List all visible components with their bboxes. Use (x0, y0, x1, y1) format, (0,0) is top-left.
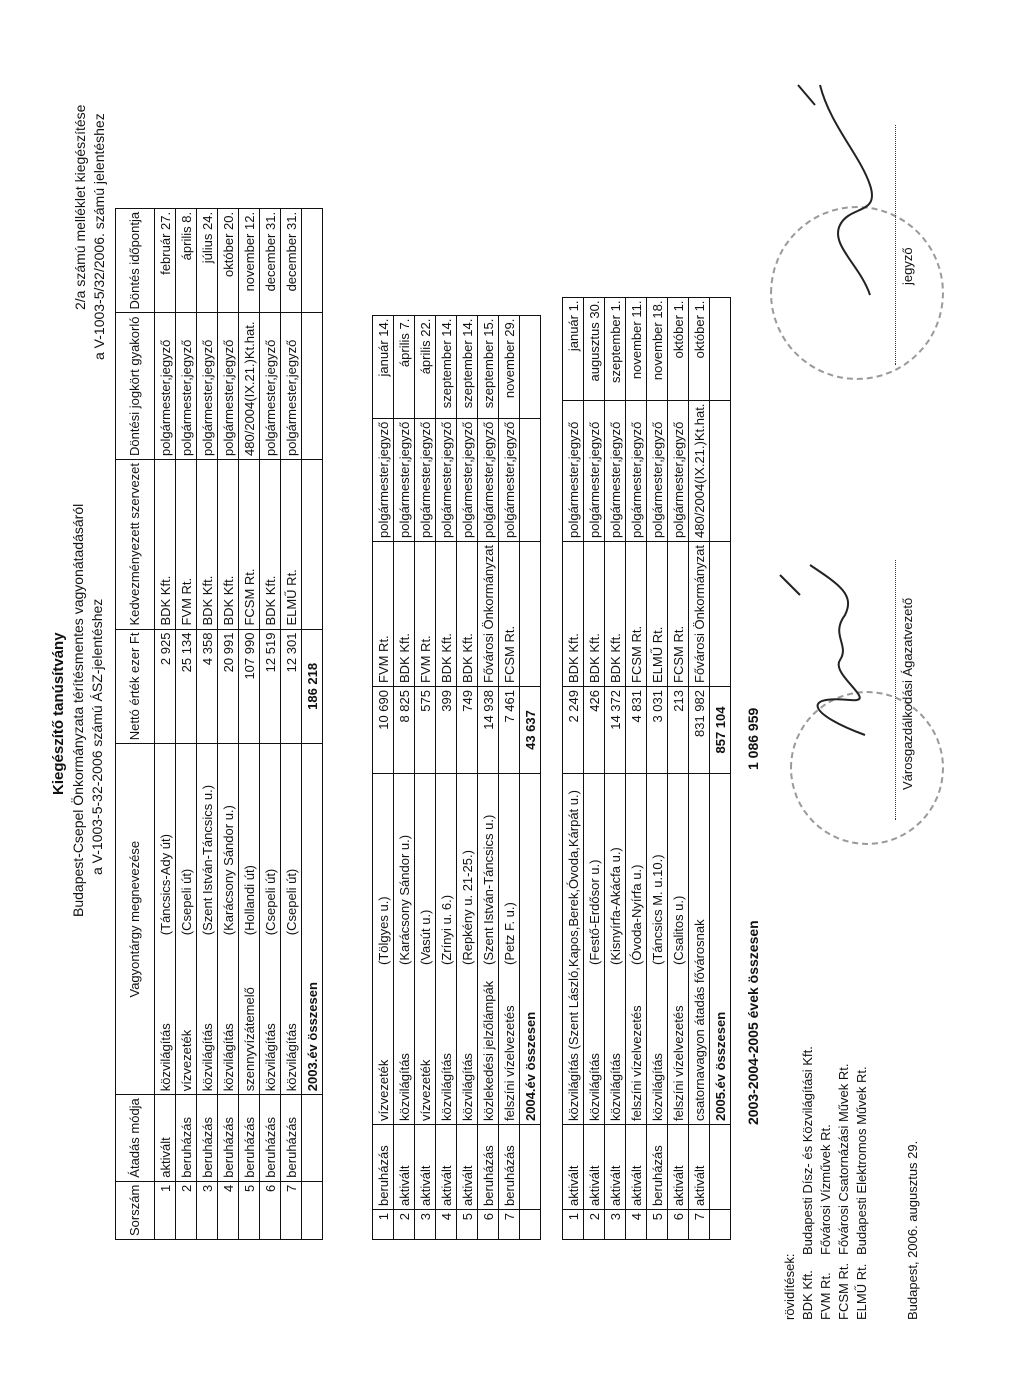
row-legal: 480/2004(IX.21.)Kt.hat. (239, 313, 260, 459)
table-row (218, 208, 239, 1239)
row-org: FCSM Rt. (668, 542, 689, 687)
col-header-legal: Döntési jogkört gyakorló (116, 313, 155, 459)
signature-right-image (790, 75, 900, 305)
table-row (478, 315, 499, 1239)
row-value: 426 (584, 687, 605, 774)
row-legal: polgármester,jegyző (584, 400, 605, 541)
row-legal: polgármester,jegyző (394, 418, 415, 541)
signature-caption-left: Városgazdálkodási Ágazatvezető (900, 597, 915, 790)
row-value: 3 031 (647, 687, 668, 774)
row-org: BDK Kft. (260, 459, 281, 629)
row-org: Fővárosi Önkormányzat (478, 542, 499, 687)
row-mode: aktivált (436, 1125, 457, 1210)
row-date: április 7. (394, 315, 415, 418)
annex-reference-line-2: a V-1003-5/32/2006. számú jelentéshez (91, 113, 107, 360)
row-asset-type: közvilágítás (218, 938, 239, 1095)
col-header-asset: Vagyontárgy megnevezése (116, 744, 155, 1095)
row-value: 8 825 (394, 687, 415, 774)
row-asset-type: közvilágítás (394, 968, 415, 1125)
row-org: BDK Kft. (155, 459, 176, 629)
row-asset-type: közvilágítás (197, 938, 218, 1095)
row-legal: polgármester,jegyző (605, 400, 626, 541)
signature-caption-right: jegyző (900, 247, 915, 285)
row-value: 25 134 (176, 629, 197, 744)
row-legal: polgármester,jegyző (626, 400, 647, 541)
table-row (239, 208, 260, 1239)
row-asset-name: (Festő-Erdősor u.) (584, 774, 605, 969)
row-value: 14 938 (478, 687, 499, 774)
abbreviation-code: BDK Kft. (800, 1270, 815, 1320)
place-and-date: Budapest, 2006. augusztus 29. (905, 1140, 920, 1320)
section-total-value: 43 637 (520, 687, 541, 774)
row-date: április 22. (415, 315, 436, 418)
row-asset-type: közvilágítás (457, 968, 478, 1125)
row-legal: polgármester,jegyző (176, 313, 197, 459)
row-value: 12 519 (260, 629, 281, 744)
row-date: október 1. (689, 297, 710, 400)
row-legal: polgármester,jegyző (647, 400, 668, 541)
row-org: FCSM Rt. (239, 459, 260, 629)
table-row (668, 297, 689, 1239)
row-org: FVM Rt. (373, 542, 394, 687)
section-total-value: 857 104 (710, 687, 731, 774)
row-no: 1 (155, 1181, 176, 1239)
table-row (626, 297, 647, 1239)
section-total-row (710, 297, 731, 1239)
row-asset-name: (Hollandi út) (239, 744, 260, 939)
document-title: Kiegészítő tanúsítvány (50, 632, 67, 795)
section-total-row (520, 315, 541, 1239)
row-asset-type: közvilágítás (436, 968, 457, 1125)
row-date: december 31. (281, 208, 302, 313)
signature-line-left (895, 560, 896, 820)
row-mode: beruházás (647, 1125, 668, 1210)
row-asset-name: (Karácsony Sándor u.) (394, 774, 415, 969)
row-asset-type: közvilágítás (605, 968, 626, 1125)
row-no: 4 (218, 1181, 239, 1239)
row-asset-name: (Karácsony Sándor u.) (218, 744, 239, 939)
table-row (281, 208, 302, 1239)
row-no: 4 (436, 1210, 457, 1240)
table-2003 (115, 208, 323, 1240)
row-asset-type: közvilágítás (647, 968, 668, 1125)
row-no: 1 (373, 1210, 394, 1240)
row-asset-name: (Petz F. u.) (499, 774, 520, 969)
row-date: december 31. (260, 208, 281, 313)
row-date: január 14. (373, 315, 394, 418)
row-no: 7 (499, 1210, 520, 1240)
col-header-org: Kedvezményezett szervezet (116, 459, 155, 629)
row-mode: aktivált (415, 1125, 436, 1210)
row-value: 4 358 (197, 629, 218, 744)
row-org: FCSM Rt. (499, 542, 520, 687)
section-total-label: 2005.év összesen (710, 774, 731, 1125)
row-value: 575 (415, 687, 436, 774)
row-legal: polgármester,jegyző (436, 418, 457, 541)
abbreviations-heading: rövidítések: (782, 1253, 797, 1320)
row-mode: beruházás (260, 1095, 281, 1182)
row-legal: polgármester,jegyző (373, 418, 394, 541)
row-asset-name: (Táncsics-Ady út) (155, 744, 176, 939)
signature-line-right (895, 125, 896, 365)
row-legal: polgármester,jegyző (218, 313, 239, 459)
row-asset-type: felszíni vízelvezetés (626, 968, 647, 1125)
table-row (436, 315, 457, 1239)
document-subtitle-1: Budapest-Csepel Önkormányzata térítésmentes vagyonátadásáról (70, 503, 86, 917)
table-row (176, 208, 197, 1239)
row-org: FVM Rt. (415, 542, 436, 687)
row-org: BDK Kft. (197, 459, 218, 629)
table-row (373, 315, 394, 1239)
row-no: 3 (415, 1210, 436, 1240)
row-legal: 480/2004(IX.21.)Kt.hat. (689, 400, 710, 541)
row-mode: aktivált (605, 1125, 626, 1210)
row-asset-name: (Zrínyi u. 6.) (436, 774, 457, 969)
row-org: BDK Kft. (394, 542, 415, 687)
row-org: BDK Kft. (457, 542, 478, 687)
row-date: szeptember 14. (436, 315, 457, 418)
row-asset-name: (Szent István-Táncsics u.) (478, 774, 499, 969)
table-row (647, 297, 668, 1239)
row-no: 7 (689, 1210, 710, 1240)
table-row (155, 208, 176, 1239)
row-date: október 20. (218, 208, 239, 313)
row-no: 6 (260, 1181, 281, 1239)
row-asset-name: (Csepeli út) (176, 744, 197, 939)
row-asset-type: közvilágítás (Szent László,Kapos,Berek,Óvoda,Kárpát u.) (563, 774, 584, 1125)
annex-reference-line-1: 2/a számú melléklet kiegészítése (72, 104, 88, 310)
row-date: augusztus 30. (584, 297, 605, 400)
row-date: november 29. (499, 315, 520, 418)
table-body (563, 297, 731, 1239)
section-total-label: 2004.év összesen (520, 774, 541, 1125)
table-row (689, 297, 710, 1239)
row-value: 107 990 (239, 629, 260, 744)
row-date: november 18. (647, 297, 668, 400)
row-asset-type: vízvezeték (373, 968, 394, 1125)
row-org: BDK Kft. (584, 542, 605, 687)
table-row (563, 297, 584, 1239)
row-value: 213 (668, 687, 689, 774)
table-row (394, 315, 415, 1239)
row-no: 7 (281, 1181, 302, 1239)
row-mode: beruházás (499, 1125, 520, 1210)
row-mode: beruházás (176, 1095, 197, 1182)
row-no: 1 (563, 1210, 584, 1240)
grand-total-label: 2003-2004-2005 évek összesen (745, 920, 761, 1125)
row-mode: aktivált (394, 1125, 415, 1210)
row-legal: polgármester,jegyző (415, 418, 436, 541)
row-no: 6 (668, 1210, 689, 1240)
table-row (499, 315, 520, 1239)
row-org: BDK Kft. (218, 459, 239, 629)
row-asset-type: szennyvízátemelő (239, 938, 260, 1095)
row-org: Fővárosi Önkormányzat (689, 542, 710, 687)
row-org: BDK Kft. (436, 542, 457, 687)
table-2005 (562, 297, 731, 1240)
row-mode: beruházás (197, 1095, 218, 1182)
row-org: FVM Rt. (176, 459, 197, 629)
row-asset-name: (Táncsics M. u.10.) (647, 774, 668, 969)
row-asset-type: közvilágítás (584, 968, 605, 1125)
row-asset-name: (Tölgyes u.) (373, 774, 394, 969)
row-mode: beruházás (218, 1095, 239, 1182)
row-no: 5 (239, 1181, 260, 1239)
section-total-label: 2003.év összesen (302, 744, 323, 1095)
row-asset-type: vízvezeték (415, 968, 436, 1125)
row-asset-type: közlekedési jelzőlámpák (478, 968, 499, 1125)
row-value: 4 831 (626, 687, 647, 774)
table-body (155, 208, 323, 1239)
row-asset-name: (Csalitos u.) (668, 774, 689, 969)
row-no: 2 (176, 1181, 197, 1239)
row-no: 3 (197, 1181, 218, 1239)
row-asset-type: felszíni vízelvezetés (668, 968, 689, 1125)
row-value: 7 461 (499, 687, 520, 774)
table-body (373, 315, 541, 1239)
row-no: 5 (457, 1210, 478, 1240)
table-row (457, 315, 478, 1239)
abbreviation-code: FCSM Rt. (836, 1262, 851, 1320)
row-value: 399 (436, 687, 457, 774)
row-value: 749 (457, 687, 478, 774)
row-legal: polgármester,jegyző (668, 400, 689, 541)
table-row (605, 297, 626, 1239)
row-date: október 1. (668, 297, 689, 400)
row-org: ELMŰ Rt. (281, 459, 302, 629)
row-asset-name: (Szent István-Táncsics u.) (197, 744, 218, 939)
abbreviation-full: Fővárosi Csatornázási Művek Rt. (836, 1063, 851, 1255)
row-asset-type: közvilágítás (155, 938, 176, 1095)
row-mode: beruházás (281, 1095, 302, 1182)
row-legal: polgármester,jegyző (197, 313, 218, 459)
row-mode: aktivált (457, 1125, 478, 1210)
row-asset-type: felszíni vízelvezetés (499, 968, 520, 1125)
row-no: 4 (626, 1210, 647, 1240)
row-org: BDK Kft. (605, 542, 626, 687)
row-date: november 11. (626, 297, 647, 400)
row-org: FCSM Rt. (626, 542, 647, 687)
row-mode: aktivált (668, 1125, 689, 1210)
row-asset-type: vízvezeték (176, 938, 197, 1095)
table-row (260, 208, 281, 1239)
row-mode: beruházás (373, 1125, 394, 1210)
row-org: ELMŰ Rt. (647, 542, 668, 687)
section-total-value: 186 218 (302, 629, 323, 744)
table-row (415, 315, 436, 1239)
row-legal: polgármester,jegyző (155, 313, 176, 459)
row-asset-name: (Repkény u. 21-25.) (457, 774, 478, 969)
row-mode: aktivált (626, 1125, 647, 1210)
row-value: 20 991 (218, 629, 239, 744)
row-date: január 1. (563, 297, 584, 400)
table-row (197, 208, 218, 1239)
row-mode: beruházás (478, 1125, 499, 1210)
row-asset-type: közvilágítás (281, 938, 302, 1095)
row-asset-type: közvilágítás (260, 938, 281, 1095)
abbreviation-full: Budapesti Elektromos Művek Rt. (854, 1066, 869, 1255)
row-legal: polgármester,jegyző (281, 313, 302, 459)
col-header-value: Nettó érték ezer Ft (116, 629, 155, 744)
row-asset-name: (Vasút u.) (415, 774, 436, 969)
row-legal: polgármester,jegyző (478, 418, 499, 541)
row-value: 2 249 (563, 687, 584, 774)
abbreviation-code: ELMŰ Rt. (854, 1263, 869, 1320)
row-mode: beruházás (239, 1095, 260, 1182)
row-legal: polgármester,jegyző (457, 418, 478, 541)
table-header-row (116, 208, 155, 1239)
row-legal: polgármester,jegyző (260, 313, 281, 459)
section-total-row (302, 208, 323, 1239)
row-no: 2 (584, 1210, 605, 1240)
row-asset-name: (Kisnyírfa-Akácfa u.) (605, 774, 626, 969)
row-date: július 24. (197, 208, 218, 313)
row-asset-type: csatornavagyon átadás fővárosnak (689, 774, 710, 1125)
col-header-date: Döntés időpontja (116, 208, 155, 313)
row-mode: aktivált (689, 1125, 710, 1210)
row-value: 2 925 (155, 629, 176, 744)
row-asset-name: (Csepeli út) (281, 744, 302, 939)
row-date: szeptember 15. (478, 315, 499, 418)
row-value: 831 982 (689, 687, 710, 774)
row-no: 2 (394, 1210, 415, 1240)
row-legal: polgármester,jegyző (499, 418, 520, 541)
row-value: 14 372 (605, 687, 626, 774)
row-no: 6 (478, 1210, 499, 1240)
row-value: 12 301 (281, 629, 302, 744)
document-subtitle-2: a V-1003-5-32-2006 számú ÁSZ-jelentéshez (89, 598, 105, 875)
signature-left-image (770, 555, 890, 755)
abbreviation-full: Fővárosi Vízművek Rt. (818, 1124, 833, 1255)
abbreviation-full: Budapesti Dísz- és Közvilágítási Kft. (800, 1046, 815, 1255)
row-no: 3 (605, 1210, 626, 1240)
row-date: szeptember 1. (605, 297, 626, 400)
col-header-no: Sorszám (116, 1181, 155, 1239)
row-date: április 8. (176, 208, 197, 313)
row-date: szeptember 14. (457, 315, 478, 418)
row-mode: aktivált (563, 1125, 584, 1210)
row-date: február 27. (155, 208, 176, 313)
grand-total-value: 1 086 959 (745, 707, 761, 770)
col-header-mode: Átadás módja (116, 1095, 155, 1182)
table-row (584, 297, 605, 1239)
row-asset-name: (Csepeli út) (260, 744, 281, 939)
row-mode: aktivált (584, 1125, 605, 1210)
table-2004 (372, 315, 541, 1240)
row-mode: aktivált (155, 1095, 176, 1182)
row-value: 10 690 (373, 687, 394, 774)
row-date: november 12. (239, 208, 260, 313)
row-no: 5 (647, 1210, 668, 1240)
row-asset-name: (Óvoda-Nyírfa u.) (626, 774, 647, 969)
row-legal: polgármester,jegyző (563, 400, 584, 541)
abbreviation-code: FVM Rt. (818, 1272, 833, 1320)
row-org: BDK Kft. (563, 542, 584, 687)
